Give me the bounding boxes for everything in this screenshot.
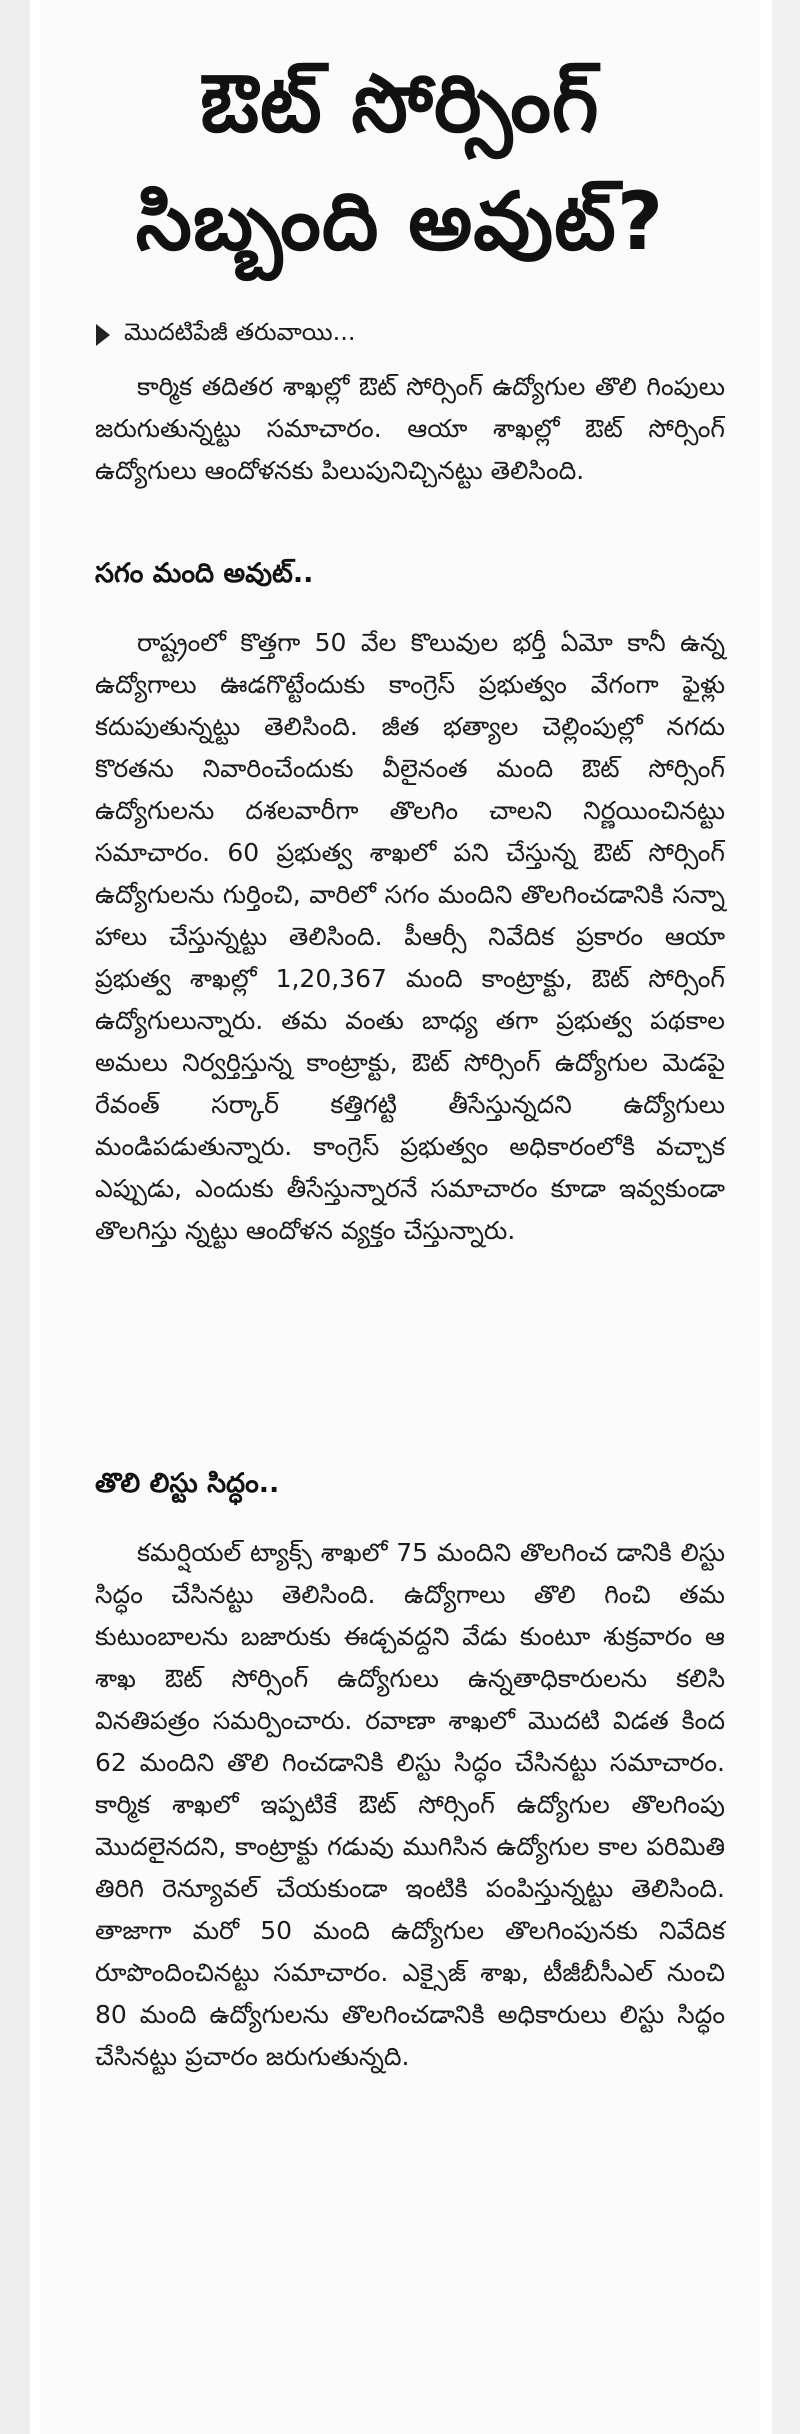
news-clipping (40, 0, 760, 2434)
page-edge-left (0, 0, 30, 2434)
continuation-text: మొదటిపేజీ తరువాయి... (124, 318, 356, 346)
subheading-first-list: తొలి లిస్టు సిద్ధం.. (95, 1468, 280, 1499)
paragraph-text: కార్మిక తదితర శాఖల్లో ఔట్ సోర్సింగ్ ఉద్యోగుల తొలి గింపులు జరుగుతున్నట్టు సమాచారం. ఆయా శాఖల్లో ఔట్ సోర్సింగ్ ఉద్యోగులు ఆందోళనకు పిలుపునిచ్చినట్టు తెలిసింది. (95, 372, 725, 485)
page-edge-right (772, 0, 800, 2434)
subheading-half-out: సగం మంది అవుట్.. (95, 558, 314, 589)
intro-paragraph (95, 366, 725, 492)
paragraph-text: కమర్షియల్ ట్యాక్స్ శాఖలో 75 మందిని తొలగించ డానికి లిస్టు సిద్ధం చేసినట్టు తెలిసింది. ఉద్యోగాలు తొలి గించి తమ కుటుంబాలను బజారుకు ఈడ్చవద్దని వేడు కుంటూ శుక్రవారం ఆ శాఖ ఔట్ సోర్సింగ్ ఉద్యోగులు ఉన్నతాధికారులను కలిసి వినతిపత్రం సమర్పించారు. రవాణా శాఖలో మొదటి విడత కింద 62 మందిని తొలి గించడానికి లిస్టు సిద్ధం చేసినట్టు సమాచారం. కార్మిక శాఖలో ఇప్పటికే ఔట్ సోర్సింగ్ ఉద్యోగుల తొలగింపు మొదలైనదని, కాంట్రాక్టు గడువు ముగిసిన ఉద్యోగుల కాల పరిమితి తిరిగి రెన్యూవల్ చేయకుండా ఇంటికి పంపిస్తున్నట్టు తెలిసింది. తాజాగా మరో 50 మంది ఉద్యోగుల తొలగింపునకు నివేదిక రూపొందించినట్టు సమాచారం. ఎక్సైజ్ శాఖ, టీజీబీసీఎల్ నుంచి 80 మంది ఉద్యోగులను తొలగించడానికి అధికారులు లిస్టు సిద్ధం చేసినట్టు ప్రచారం జరుగుతున్నది. (95, 1538, 725, 2071)
paragraph-text: రాష్ట్రంలో కొత్తగా 50 వేల కొలువుల భర్తీ ఏమో కానీ ఉన్న ఉద్యోగాలు ఊడగొట్టేందుకు కాంగ్రెస్ ప్రభుత్వం వేగంగా ఫైళ్లు కదుపుతున్నట్టు తెలిసింది. జీత భత్యాల చెల్లింపుల్లో నగదు కొరతను నివారించేందుకు వీలైనంత మంది ఔట్ సోర్సింగ్ ఉద్యోగులను దశలవారీగా తొలగిం చాలని నిర్ణయించినట్టు సమాచారం. 60 ప్రభుత్వ శాఖలో పని చేస్తున్న ఔట్ సోర్సింగ్ ఉద్యోగులను గుర్తించి, వారిలో సగం మందిని తొలగించడానికి సన్నా హాలు చేస్తున్నట్టు తెలిసింది. పీఆర్సీ నివేదిక ప్రకారం ఆయా ప్రభుత్వ శాఖల్లో 1,20,367 మంది కాంట్రాక్టు, ఔట్ సోర్సింగ్ ఉద్యోగులున్నారు. తమ వంతు బాధ్య తగా ప్రభుత్వ పథకాల అమలు నిర్వర్తిస్తున్న కాంట్రాక్టు, ఔట్ సోర్సింగ్ ఉద్యోగుల మెడపై రేవంత్ సర్కార్ కత్తిగట్టి తీసేస్తున్నదని ఉద్యోగులు మండిపడుతున్నారు. కాంగ్రెస్ ప్రభుత్వం అధికారంలోకి వచ్చాక ఎప్పుడు, ఎందుకు తీసేస్తున్నారనే సమాచారం కూడా ఇవ్వకుండా తొలగిస్తు న్నట్టు ఆందోళన వ్యక్తం చేస్తున్నారు. (95, 628, 725, 1245)
headline (40, 45, 760, 281)
continuation-marker (96, 318, 356, 352)
arrow-right-icon (96, 324, 110, 346)
half-out-paragraph (95, 622, 725, 1252)
first-list-paragraph (95, 1532, 725, 2078)
headline-line-2: సిబ్బంది అవుట్? (135, 175, 665, 268)
headline-line-1: ఔట్ సోర్సింగ్ (200, 57, 600, 150)
